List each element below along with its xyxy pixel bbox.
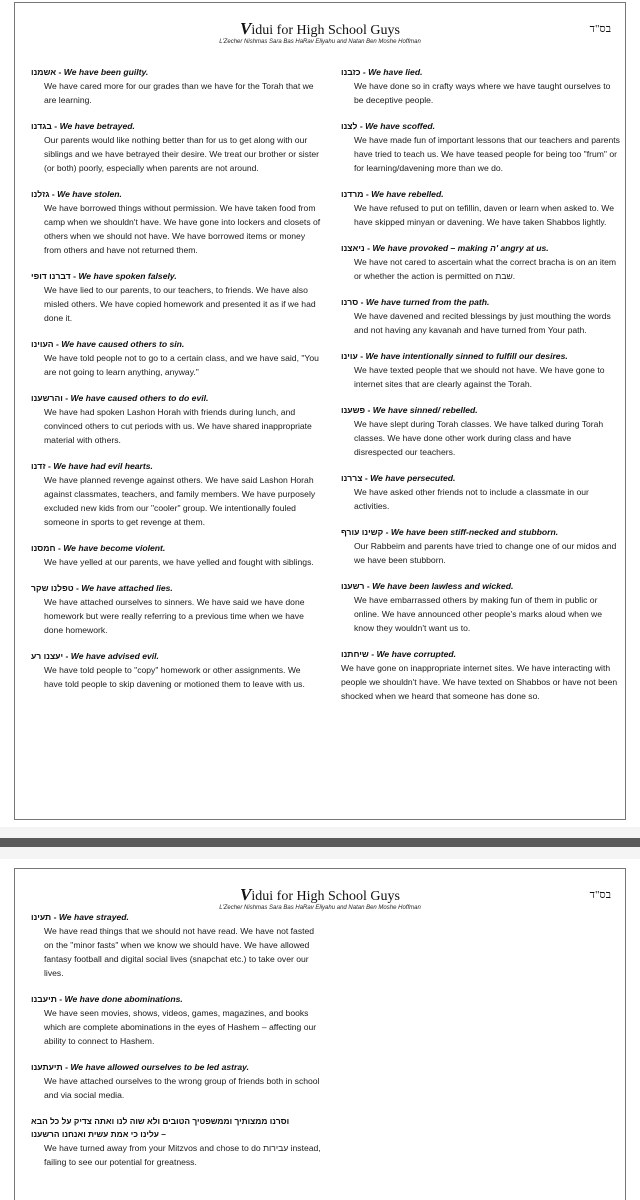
confession-entry <box>31 993 321 1048</box>
confession-entry <box>341 188 621 229</box>
bsd-mark: בס"ד <box>589 23 611 35</box>
confession-entry <box>341 404 621 459</box>
entry-body: We have not cared to ascertain what the correct bracha is on an item or whether the action is permitted on שבת. <box>354 257 617 281</box>
entry-heading: שיחתנו - We have corrupted. <box>341 649 457 659</box>
entry-english: We have strayed. <box>58 912 129 922</box>
confession-entry <box>341 66 621 107</box>
entry-body: We have lied to our parents, to our teachers, to friends. We have also misled others. We have copied homework and presented it as if we had done it. <box>44 285 316 323</box>
entry-heading: רשענו - We have been lawless and wicked. <box>341 581 514 591</box>
entry-body: We have read things that we should not have read. We have not fasted on the "minor fasts" when we know we should have. We have allowed fantasy football and digital social lives (snapchat etc.) to take over our lives. <box>44 926 315 978</box>
entry-english: We have persecuted. <box>370 473 456 483</box>
left-column <box>31 911 321 1182</box>
entry-english: We have had evil hearts. <box>53 461 153 471</box>
bsd-mark: בס"ד <box>589 889 611 901</box>
entry-hebrew: תעינו <box>31 912 52 922</box>
entry-hebrew: וסרנו ממצותיך וממשפטיך הטובים ולא שוה לנו ואתה צדיק על כל הבא <box>31 1116 290 1126</box>
entry-heading: לצנו - We have scoffed. <box>341 121 435 131</box>
entry-heading: מרדנו - We have rebelled. <box>341 189 444 199</box>
entry-hebrew: ניאצנו <box>341 243 365 253</box>
entry-english: We have rebelled. <box>371 189 444 199</box>
entry-body: We have embarrassed others by making fun of them in public or online. We have announced other people's marks aloud when we know they wouldn't want us to. <box>354 595 602 633</box>
confession-entry <box>31 188 321 257</box>
confession-entry-final <box>31 1115 321 1169</box>
confession-entry <box>31 582 321 637</box>
confession-entry <box>341 120 621 175</box>
entry-english: We have corrupted. <box>376 649 457 659</box>
entry-body: We have refused to put on tefillin, daven or learn when asked to. We have skipped minyan or davening. We have taken Shabbos lightly. <box>354 203 615 227</box>
confession-entry <box>31 911 321 980</box>
entry-heading: תעינו - We have strayed. <box>31 912 129 922</box>
entry-heading: והרשענו - We have caused others to do evil. <box>31 393 209 403</box>
entry-english: We have been lawless and wicked. <box>372 581 514 591</box>
entry-english: We have turned from the path. <box>365 297 490 307</box>
entry-english: We have scoffed. <box>365 121 435 131</box>
confession-entry <box>31 66 321 107</box>
entry-hebrew: טפלנו שקר <box>31 583 74 593</box>
entry-hebrew: שיחתנו <box>341 649 369 659</box>
entry-hebrew: גזלנו <box>31 189 50 199</box>
entry-hebrew: בגדנו <box>31 121 52 131</box>
entry-hebrew: סרנו <box>341 297 359 307</box>
entry-body: We have had spoken Lashon Horah with friends during lunch, and convinced others to cut periods with us. We have shared inappropriate material with others. <box>44 407 312 445</box>
dedication-line: L'Zecher Nishmas Sara Bas HaRav Eliyahu and Natan Ben Moshe Hoffman <box>219 39 421 45</box>
confession-entry <box>31 270 321 325</box>
entry-body: We have yelled at our parents, we have yelled and fought with siblings. <box>44 557 314 567</box>
left-column <box>31 66 321 704</box>
confession-entry <box>341 580 621 635</box>
page-separator <box>0 827 640 859</box>
entry-heading: דברנו דופי - We have spoken falsely. <box>31 271 177 281</box>
entry-heading: תיעבנו - We have done abominations. <box>31 994 183 1004</box>
entry-hebrew: חמסנו <box>31 543 56 553</box>
entry-hebrew: יעצנו רע <box>31 651 64 661</box>
entry-body: We have done so in crafty ways where we have taught ourselves to be deceptive people. <box>354 81 611 105</box>
page-header <box>15 3 625 53</box>
entry-body: Our parents would like nothing better than for us to get along with our siblings and we have betrayed their desire. We treat our brother or sister (or both) poorly, especially when parents are not around. <box>44 135 319 173</box>
entry-body: We have davened and recited blessings by just mouthing the words and not having any kavanah and have turned from Your path. <box>354 311 611 335</box>
entry-heading: גזלנו - We have stolen. <box>31 189 122 199</box>
confession-entry <box>341 350 621 391</box>
entry-hebrew: תיעבנו <box>31 994 57 1004</box>
entry-heading: העוינו - We have caused others to sin. <box>31 339 185 349</box>
entry-hebrew: צררנו <box>341 473 363 483</box>
confession-entry <box>31 338 321 379</box>
entry-hebrew: תיעתענו <box>31 1062 63 1072</box>
confession-entry <box>31 460 321 529</box>
entry-hebrew: פשענו <box>341 405 366 415</box>
entry-english: We have lied. <box>368 67 423 77</box>
entry-hebrew: מרדנו <box>341 189 364 199</box>
entry-english: We have become violent. <box>63 543 166 553</box>
entry-hebrew: עוינו <box>341 351 358 361</box>
entry-body: We have gone on inappropriate internet sites. We have interacting with people we shouldn't have. We have texted on Shabbos or have not been shocked when we heard that someone has done so. <box>341 663 618 701</box>
entry-english: We have provoked – making ה' angry at us. <box>372 243 549 253</box>
entry-english: We have done abominations. <box>64 994 183 1004</box>
entry-heading: טפלנו שקר - We have attached lies. <box>31 583 173 593</box>
entry-english: We have caused others to sin. <box>61 339 185 349</box>
entry-english: We have allowed ourselves to be led astray. <box>70 1062 249 1072</box>
entry-heading: תיעתענו - We have allowed ourselves to be led astray. <box>31 1062 249 1072</box>
entry-english: We have stolen. <box>57 189 122 199</box>
entry-hebrew: דברנו דופי <box>31 271 71 281</box>
confession-entry <box>31 392 321 447</box>
entry-body: We have attached ourselves to sinners. We have said we have done homework but were really referring to a previous time when we have done homework. <box>44 597 305 635</box>
confession-entry <box>31 650 321 691</box>
document-page-1 <box>14 2 626 820</box>
entry-body: We have made fun of important lessons that our teachers and parents have tried to teach us. We have teased people for being too "frum" or for learning/davening more than we do. <box>354 135 620 173</box>
entry-heading: כזבנו - We have lied. <box>341 67 423 77</box>
entry-heading: ניאצנו - We have provoked – making ה' angry at us. <box>341 243 549 253</box>
dedication-line: L'Zecher Nishmas Sara Bas HaRav Eliyahu and Natan Ben Moshe Hoffman <box>219 905 421 911</box>
entry-heading: צררנו - We have persecuted. <box>341 473 456 483</box>
confession-entry <box>341 242 621 283</box>
entry-body: We have asked other friends not to include a classmate in our activities. <box>354 487 589 511</box>
entry-body: Our Rabbeim and parents have tried to change one of our midos and we have been stubborn. <box>354 541 617 565</box>
entry-english: We have spoken falsely. <box>78 271 177 281</box>
entry-hebrew: אשמנו <box>31 67 57 77</box>
entry-body: We have planned revenge against others. We have said Lashon Horah against classmates, teachers, and family members. We have purposely excluded new kids from our "cooler" group. We intentionally fouled someone in sports to get revenge at them. <box>44 475 316 527</box>
document-title: Vidui for High School Guys <box>240 885 400 904</box>
confession-entry <box>341 526 621 567</box>
entry-body: We have told people not to go to a certain class, and we have said, "You are not going to learn anything, anyway." <box>44 353 319 377</box>
confession-entry <box>341 472 621 513</box>
entry-hebrew: עלינו כי אמת עשית ואנחנו הרשענו – <box>31 1129 166 1139</box>
confession-entry <box>341 648 621 703</box>
entry-heading: אשמנו - We have been guilty. <box>31 67 149 77</box>
entry-hebrew: זדנו <box>31 461 46 471</box>
entry-heading: יעצנו רע - We have advised evil. <box>31 651 159 661</box>
entry-english: We have caused others to do evil. <box>70 393 209 403</box>
entry-body: We have slept during Torah classes. We have talked during Torah classes. We have done other work during class and have disrespected our teachers. <box>354 419 604 457</box>
right-column <box>341 66 621 716</box>
entry-heading: עוינו - We have intentionally sinned to fulfill our desires. <box>341 351 568 361</box>
entry-heading: פשענו - We have sinned/ rebelled. <box>341 405 478 415</box>
entry-heading: חמסנו - We have become violent. <box>31 543 166 553</box>
entry-english: We have intentionally sinned to fulfill our desires. <box>365 351 568 361</box>
entry-heading: בגדנו - We have betrayed. <box>31 121 135 131</box>
entry-english: We have attached lies. <box>81 583 173 593</box>
entry-hebrew: קשינו עורף <box>341 527 384 537</box>
entry-body: We have turned away from your Mitzvos and chose to do עבירות instead, failing to see our potential for greatness. <box>44 1143 321 1167</box>
entry-heading: זדנו - We have had evil hearts. <box>31 461 153 471</box>
document-page-2 <box>14 868 626 1200</box>
entry-english: We have been stiff-necked and stubborn. <box>390 527 559 537</box>
entry-hebrew: לצנו <box>341 121 358 131</box>
entry-english: We have advised evil. <box>70 651 159 661</box>
entry-body: We have seen movies, shows, videos, games, magazines, and books which are complete abominations in the eyes of Hashem – affecting our ability to connect to Hashem. <box>44 1008 317 1046</box>
confession-entry <box>341 296 621 337</box>
entry-heading: סרנו - We have turned from the path. <box>341 297 490 307</box>
entry-hebrew: רשענו <box>341 581 365 591</box>
entry-body: We have borrowed things without permission. We have taken food from camp when we shouldn't have. We have gone into lockers and closets of others when we should not have. We have borrowed items or money from others and have not returned them. <box>44 203 321 255</box>
entry-body: We have attached ourselves to the wrong group of friends both in school and via social media. <box>44 1076 320 1100</box>
entry-body: We have texted people that we should not have. We have gone to internet sites that are clearly against the Torah. <box>354 365 605 389</box>
confession-entry <box>31 542 321 569</box>
entry-body: We have cared more for our grades than we have for the Torah that we are learning. <box>44 81 314 105</box>
entry-body: We have told people to "copy" homework or other assignments. We have told people to skip davening or motioned them to leave with us. <box>44 665 305 689</box>
entry-heading: קשינו עורף - We have been stiff-necked and stubborn. <box>341 527 559 537</box>
confession-entry <box>31 120 321 175</box>
entry-english: We have betrayed. <box>59 121 135 131</box>
entry-english: We have sinned/ rebelled. <box>372 405 478 415</box>
entry-hebrew: והרשענו <box>31 393 63 403</box>
entry-hebrew: כזבנו <box>341 67 361 77</box>
entry-hebrew: העוינו <box>31 339 54 349</box>
entry-english: We have been guilty. <box>63 67 149 77</box>
document-title: Vidui for High School Guys <box>240 19 400 38</box>
confession-entry <box>31 1061 321 1102</box>
